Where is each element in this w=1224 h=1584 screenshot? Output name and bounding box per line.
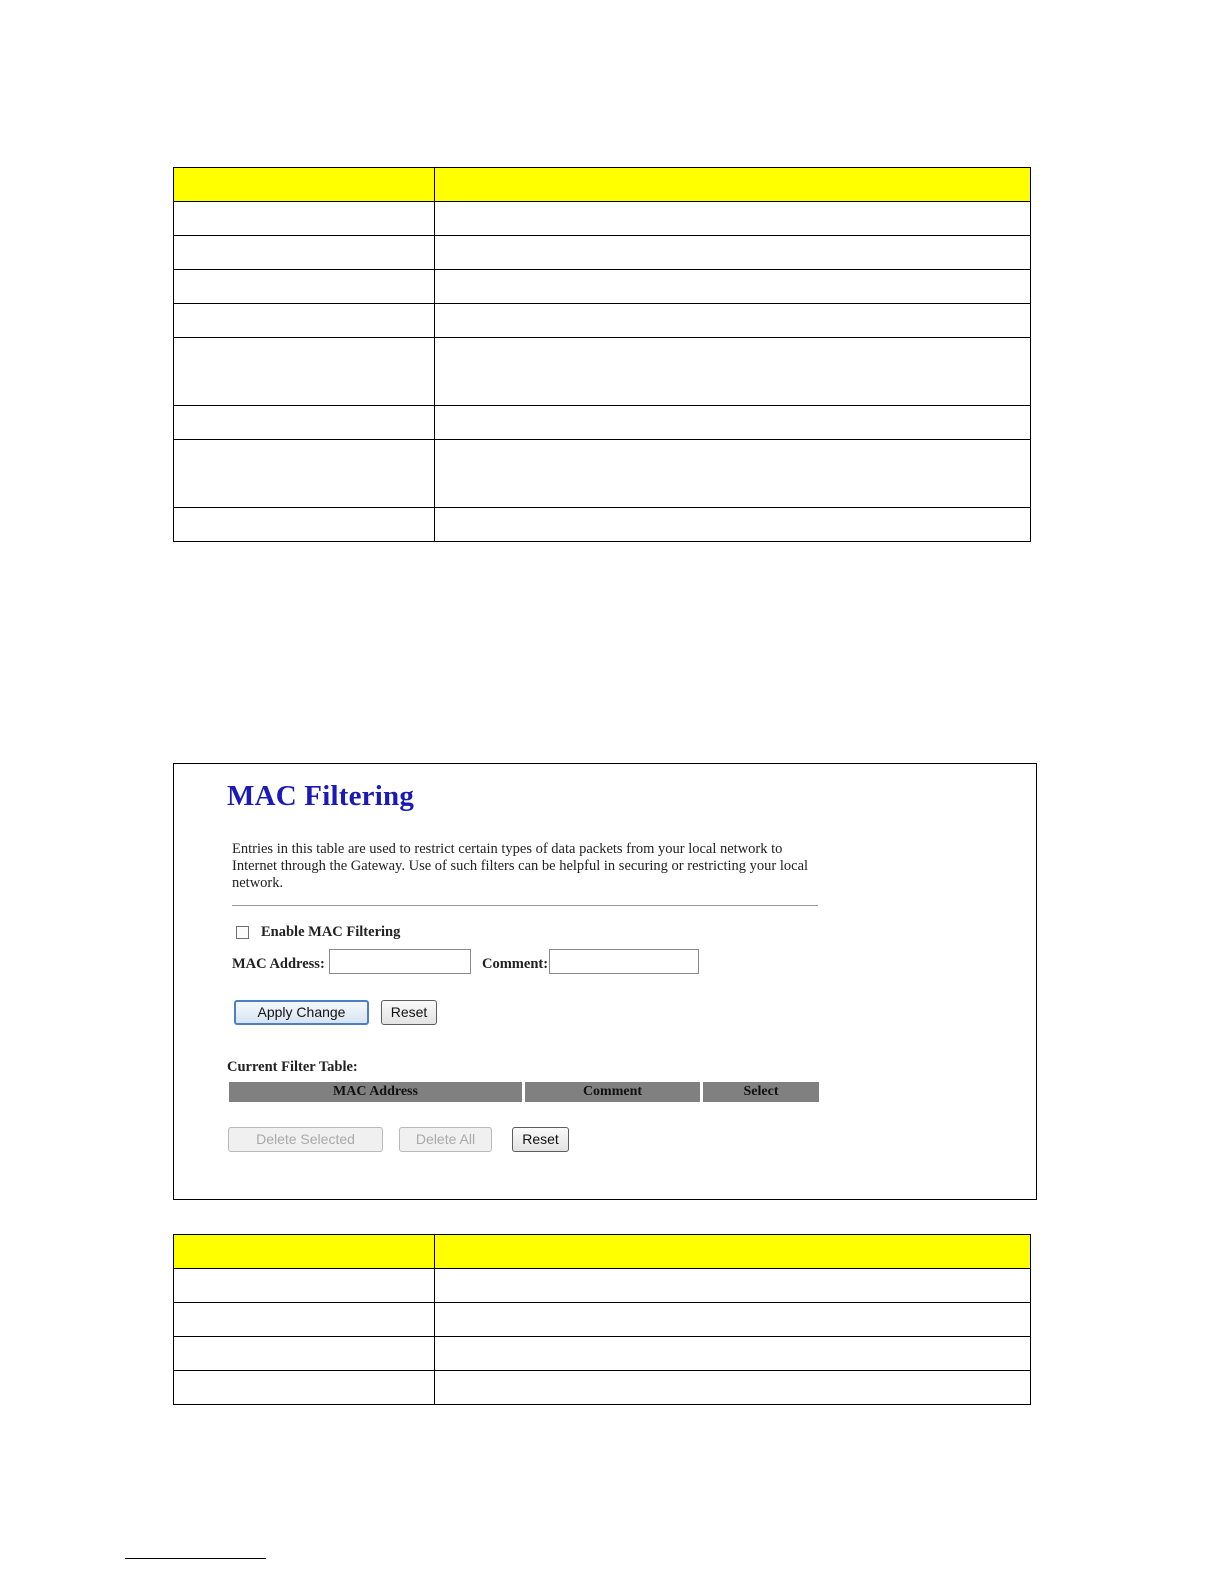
enable-mac-filtering-label: Enable MAC Filtering [261,924,401,940]
page-description: Entries in this table are used to restrict certain types of data packets from your local network to Internet through the Gateway. Use of such filters can be helpful in securing or restricting your local network. [232,841,809,891]
enable-mac-filtering-row [236,924,400,941]
mac-address-input[interactable] [329,949,471,974]
apply-change-button[interactable]: Apply Change [234,1000,369,1025]
delete-all-button[interactable]: Delete All [399,1127,492,1152]
table-row [174,236,1031,270]
table-row [174,202,1031,236]
table-cell [435,1371,1031,1405]
table-cell [174,1269,435,1303]
reset-button[interactable]: Reset [381,1000,437,1025]
table-cell [435,202,1031,236]
table-cell [174,1303,435,1337]
table-cell [435,270,1031,304]
table-header-cell [435,1235,1031,1269]
table-row [174,406,1031,440]
delete-selected-button[interactable]: Delete Selected [228,1127,383,1152]
table-cell [435,406,1031,440]
table-cell [174,406,435,440]
footnote-separator [125,1558,266,1559]
table-header-cell [435,168,1031,202]
document-table-top [173,167,1031,542]
table-row [174,1337,1031,1371]
table-cell [435,440,1031,508]
table-cell [435,1303,1031,1337]
table-header-row [174,168,1031,202]
table-header-cell [174,1235,435,1269]
table-cell [435,1269,1031,1303]
table-cell [174,304,435,338]
mac-address-label: MAC Address: [232,956,325,972]
table-cell [174,202,435,236]
document-table-bottom [173,1234,1031,1405]
table-cell [435,1337,1031,1371]
table-row [174,338,1031,406]
table-cell [435,304,1031,338]
column-header-mac-address: MAC Address [229,1082,522,1102]
table-row [174,508,1031,542]
table-header-cell [174,168,435,202]
table-cell [174,1337,435,1371]
mac-filtering-screenshot [173,763,1037,1200]
enable-mac-filtering-checkbox[interactable] [236,926,249,939]
current-filter-table-caption: Current Filter Table: [227,1059,358,1075]
table-cell [174,440,435,508]
table-header-row [174,1235,1031,1269]
table-row [174,1269,1031,1303]
comment-label: Comment: [482,956,549,972]
column-header-comment: Comment [525,1082,700,1102]
table-row [174,1303,1031,1337]
table-cell [435,338,1031,406]
column-header-select: Select [703,1082,819,1102]
table-cell [435,508,1031,542]
table-cell [435,236,1031,270]
filter-table-header [229,1082,819,1102]
page-title: MAC Filtering [227,780,415,812]
comment-input[interactable] [549,949,699,974]
table-row [174,270,1031,304]
reset-table-button[interactable]: Reset [512,1127,569,1152]
table-row [174,1371,1031,1405]
table-cell [174,338,435,406]
divider [232,905,818,906]
table-row [174,440,1031,508]
table-cell [174,1371,435,1405]
table-cell [174,508,435,542]
table-row [174,304,1031,338]
table-cell [174,270,435,304]
table-cell [174,236,435,270]
